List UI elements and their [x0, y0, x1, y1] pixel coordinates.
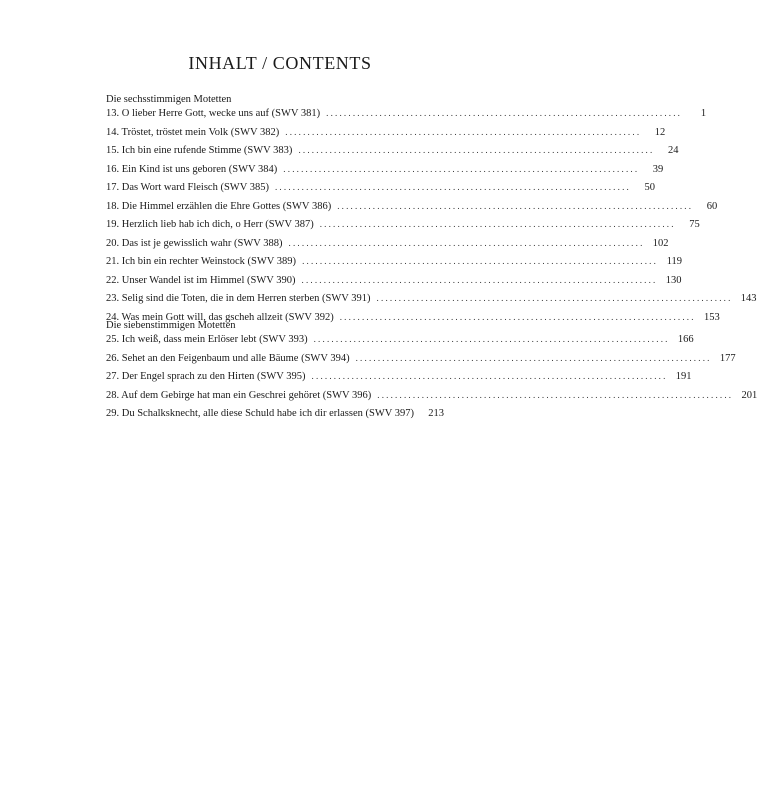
- toc-entry-page-number: 143: [740, 293, 757, 305]
- toc-entry-page-number: 60: [706, 200, 718, 212]
- section-heading-seven-voice: Die siebenstimmigen Motetten: [106, 320, 236, 331]
- toc-entry-title: 17. Das Wort ward Fleisch (SWV 385): [106, 182, 269, 194]
- toc-entry-title: 27. Der Engel sprach zu den Hirten (SWV 395): [106, 371, 306, 383]
- dot-leader: ................................................................................: [337, 200, 694, 211]
- dot-leader: ................................................................................: [285, 126, 642, 137]
- toc-entry: [106, 274, 682, 294]
- dot-leader: ................................................................................: [319, 219, 676, 230]
- dot-leader: ................................................................................: [302, 256, 659, 267]
- toc-entry: [106, 408, 445, 427]
- toc-entry-page-number: 191: [675, 371, 692, 383]
- toc-entry-page-number: 153: [703, 312, 720, 324]
- dot-leader: ................................................................................: [313, 334, 670, 344]
- page-title: INHALT / CONTENTS: [188, 53, 372, 73]
- toc-entry-title: 22. Unser Wandel ist im Himmel (SWV 390): [106, 274, 296, 286]
- toc-entry: [106, 145, 679, 164]
- toc-entry: [106, 200, 718, 220]
- toc-entry-title: 14. Tröstet, tröstet mein Volk (SWV 382): [106, 126, 280, 138]
- toc-entry: [106, 371, 692, 390]
- toc-entry: [106, 219, 700, 238]
- toc-entry-page-number: 12: [654, 126, 666, 138]
- toc-entry-title: 24. Was mein Gott will, das gscheh allzeit (SWV 392): [106, 312, 334, 324]
- toc-entry: [106, 163, 664, 183]
- toc-entry-page-number: 24: [667, 145, 679, 157]
- dot-leader: ................................................................................: [283, 163, 640, 174]
- toc-entry-title: 21. Ich bin ein rechter Weinstock (SWV 389): [106, 256, 297, 268]
- dot-leader: ................................................................................: [377, 389, 734, 400]
- toc-entry-page-number: 130: [665, 274, 682, 286]
- toc-entry: [106, 389, 757, 409]
- toc-entry-page-number: 177: [719, 352, 736, 364]
- toc-entry-title: 13. O lieber Herre Gott, wecke uns auf (SWV 381): [106, 108, 321, 119]
- toc-entry-page-number: 75: [689, 219, 700, 231]
- toc-entry-title: 23. Selig sind die Toten, die in dem Herren sterben (SWV 391): [106, 293, 371, 305]
- dot-leader: ................................................................................: [288, 237, 645, 248]
- toc-entry-page-number: 213: [428, 408, 445, 420]
- toc-entry-title: 20. Das ist je gewisslich wahr (SWV 388): [106, 237, 283, 249]
- section-heading-six-voice: Die sechsstimmigen Motetten: [106, 94, 232, 105]
- toc-entry-title: 29. Du Schalksknecht, alle diese Schuld habe ich dir erlassen (SWV 397): [106, 408, 415, 420]
- dot-leader: ................................................................................: [301, 274, 658, 285]
- dot-leader: ................................................................................: [326, 108, 683, 118]
- dot-leader: ................................................................................: [311, 371, 668, 382]
- toc-entry: [106, 352, 736, 372]
- toc-entry: [106, 334, 694, 353]
- toc-entry: [106, 237, 669, 257]
- toc-entry: [106, 126, 666, 146]
- toc-entry-page-number: 1: [700, 108, 707, 119]
- toc-entry-page-number: 102: [652, 237, 669, 249]
- toc-entry-page-number: 50: [644, 182, 655, 194]
- toc-entry: [106, 256, 683, 275]
- toc-entry-page-number: 201: [741, 389, 757, 401]
- toc-list-seven-voice: [106, 334, 757, 427]
- dot-leader: ................................................................................: [339, 312, 696, 323]
- toc-entry-page-number: 119: [666, 256, 683, 268]
- toc-entry-title: 26. Sehet an den Feigenbaum und alle Bäume (SWV 394): [106, 352, 350, 364]
- toc-entry-page-number: 39: [652, 163, 664, 175]
- toc-entry: [106, 293, 757, 312]
- toc-entry: [106, 182, 655, 201]
- dot-leader: ................................................................................: [298, 145, 655, 156]
- toc-entry-title: 19. Herzlich lieb hab ich dich, o Herr (SWV 387): [106, 219, 314, 231]
- dot-leader: ................................................................................: [274, 182, 631, 193]
- toc-entry-title: 15. Ich bin eine rufende Stimme (SWV 383): [106, 145, 293, 157]
- dot-leader: ................................................................................: [376, 293, 733, 304]
- toc-entry-title: 25. Ich weiß, dass mein Erlöser lebt (SWV 393): [106, 334, 308, 345]
- dot-leader: ................................................................................: [355, 352, 712, 363]
- toc-list-six-voice: [106, 108, 757, 331]
- toc-entry-title: 18. Die Himmel erzählen die Ehre Gottes (SWV 386): [106, 200, 332, 212]
- toc-entry: [106, 108, 707, 127]
- toc-entry-title: 28. Auf dem Gebirge hat man ein Geschrei gehöret (SWV 396): [106, 389, 372, 401]
- toc-entry-page-number: 166: [677, 334, 694, 345]
- toc-entry-title: 16. Ein Kind ist uns geboren (SWV 384): [106, 163, 278, 175]
